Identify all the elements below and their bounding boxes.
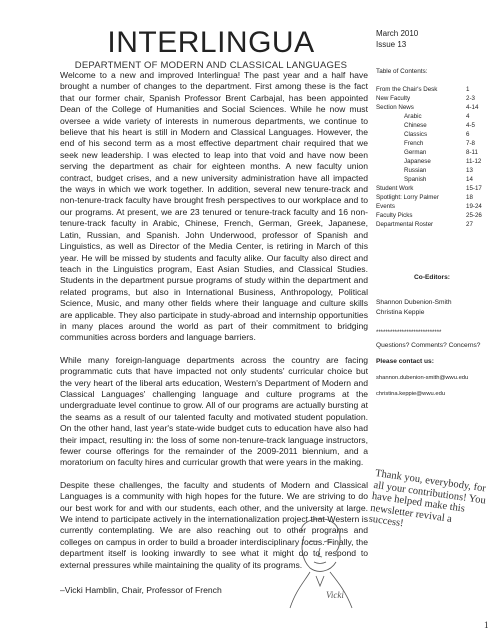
toc-item-page: 8-11: [466, 149, 478, 156]
toc-item-label: Spanish: [404, 176, 427, 183]
separator: ****************************: [376, 330, 442, 337]
toc-item-page: 18: [466, 194, 473, 201]
toc-item[interactable]: [376, 94, 488, 103]
toc-item-label: From the Chair's Desk: [376, 86, 438, 93]
toc-item-label: French: [404, 140, 424, 147]
questions-text: Questions? Comments? Concerns?: [376, 342, 481, 350]
email-link[interactable]: christina.keppie@wwu.edu: [376, 391, 446, 398]
issue-date: March 2010: [376, 29, 419, 38]
toc-item-page: 6: [466, 131, 470, 138]
toc-item-page: 4-14: [466, 104, 479, 111]
letter-paragraph-1: Welcome to a new and improved Interlingua! The past year and a half have brought a number of changes to the department. First among these is the fact that our former chair, Spanish Professor Brent Carbajal, has been appointed Dean of the College of Humanities and Social Sciences. While he now must oversee a wide variety of interests in numerous departments, we continue to believe that his heart is still in Modern and Classical Languages. However, the end of his second term as a most effective department chair required that we seek new leadership. I was elected to leap into that void and have now been serving the department as chair for eighteen months. A new faculty union contract, budget crises, and a new university administration have all impacted the ways in which we work together. In addition, several new tenure-track and non-tenure-track faculty have brought fresh perspectives to our workplace and to our programs. At present, we are 23 tenured or tenure-track faculty and 16 non-tenure-track faculty in Arabic, Chinese, French, German, Greek, Japanese, Latin, Russian, and Spanish. John Underwood, professor of Spanish and Linguistics, as well as Director of the Media Center, is retiring in March of this year. He will be missed by students and faculty alike. Our faculty also direct and teach in the Linguistics program, East Asian Studies, and Classical Studies. Students in the department pursue programs of study within the department and related programs, but also in International Business, Anthropology, Political Science, Music, and many other fields where their language and culture skills are applicable. They also participate in study-abroad and internship opportunities in many places around the world as part of their commitment to bridging communities across borders and language barriers.: [60, 70, 368, 343]
toc-item-page: 13: [466, 167, 473, 174]
toc-item[interactable]: [376, 166, 488, 175]
sketch-signature: Vicki: [326, 590, 344, 600]
table-of-contents: [376, 85, 488, 229]
letter-paragraph-2: While many foreign-language departments across the country are facing programmatic cuts that have impacted not only students' curricular choice but the very heart of the liberal arts education, Western's Department of Modern and Classical Languages' challenging language and culture programs at the undergraduate level continue to grow. All of our programs are actually bursting at the seams as a result of our talented faculty and motivated student population. On the other hand, last year's state-wide budget cuts to education have also had their impact, resulting in: the loss of some non-tenure-track language instructors, fewer course offerings for the remainder of the 2009-2011 biennium, and a moratorium on faculty hires and curricular growth that were years in the making.: [60, 354, 368, 468]
toc-item-page: 2-3: [466, 95, 475, 102]
handwritten-thank-you-note: Thank you, everybody, for all your contributions! You have helped make this newsletter revival a success!: [368, 468, 487, 530]
toc-item[interactable]: [376, 121, 488, 130]
editor-names: [376, 298, 488, 317]
toc-item-page: 11-12: [466, 158, 482, 165]
toc-item[interactable]: [376, 175, 488, 184]
department-subtitle: DEPARTMENT OF MODERN AND CLASSICAL LANGUAGES: [74, 60, 348, 71]
toc-item[interactable]: [376, 112, 488, 121]
issue-number: Issue 13: [376, 40, 407, 49]
toc-item-label: Russian: [404, 167, 427, 174]
toc-item[interactable]: [376, 148, 488, 157]
toc-item[interactable]: [376, 157, 488, 166]
letter-signature: –Vicki Hamblin, Chair, Professor of French: [60, 585, 222, 596]
toc-item-label: Chinese: [404, 122, 427, 129]
toc-item[interactable]: [376, 193, 488, 202]
toc-item-page: 27: [466, 221, 473, 228]
toc-item-label: Spotlight: Lorry Palmer: [376, 194, 439, 201]
toc-item-page: 15-17: [466, 185, 482, 192]
toc-item[interactable]: [376, 103, 488, 112]
toc-item-label: German: [404, 149, 427, 156]
toc-item-page: 25-26: [466, 212, 482, 219]
toc-item[interactable]: [376, 139, 488, 148]
contact-heading: Please contact us:: [376, 357, 434, 365]
coeditors-heading: Co-Editors:: [414, 274, 450, 281]
toc-item[interactable]: [376, 130, 488, 139]
toc-item[interactable]: [376, 211, 488, 220]
toc-item-page: 19-24: [466, 203, 482, 210]
toc-item-label: Events: [376, 203, 395, 210]
chair-sketch-image: [280, 512, 362, 612]
email-link[interactable]: shannon.dubenion-smith@wwu.edu: [376, 374, 469, 381]
toc-item-label: Departmental Roster: [376, 221, 434, 228]
toc-item-label: Student Work: [376, 185, 414, 192]
toc-title: Table of Contents:: [376, 68, 428, 75]
toc-item[interactable]: [376, 220, 488, 229]
toc-item-page: 4-5: [466, 122, 475, 129]
toc-item-page: 1: [466, 86, 470, 93]
toc-item-label: Faculty Picks: [376, 212, 413, 219]
sidebar: [376, 28, 488, 399]
editor-name: Christina Keppie: [376, 308, 425, 316]
page-number: 1: [484, 620, 489, 630]
letter-paragraph-3: Despite these challenges, the faculty and students of Modern and Classical Languages is a community with high hopes for the future. We are striving to do our best work for and with our students, each other, and the university at large. We intend to participate actively in the internationalization project that Western is currently contemplating. We are also reaching out to other programs and colleges on campus in order to build a broader interdisciplinary focus. Finally, the department itself is looking inwardly to see what it might do to respond to external pressures while maintaining the quality of its programs.: [60, 479, 368, 570]
toc-item-label: Classics: [404, 131, 428, 138]
toc-item-page: 7-8: [466, 140, 475, 147]
toc-item[interactable]: [376, 184, 488, 193]
toc-item-label: Japanese: [404, 158, 431, 165]
toc-item[interactable]: [376, 202, 488, 211]
masthead: [56, 28, 366, 71]
editor-name: Shannon Dubenion-Smith: [376, 299, 452, 306]
newsletter-title: INTERLINGUA: [107, 26, 315, 59]
toc-item-label: New Faculty: [376, 95, 411, 102]
toc-item-label: Section News: [376, 104, 414, 111]
toc-item[interactable]: [376, 85, 488, 94]
toc-item-page: 14: [466, 176, 473, 183]
toc-item-page: 4: [466, 113, 470, 120]
toc-item-label: Arabic: [404, 113, 422, 120]
